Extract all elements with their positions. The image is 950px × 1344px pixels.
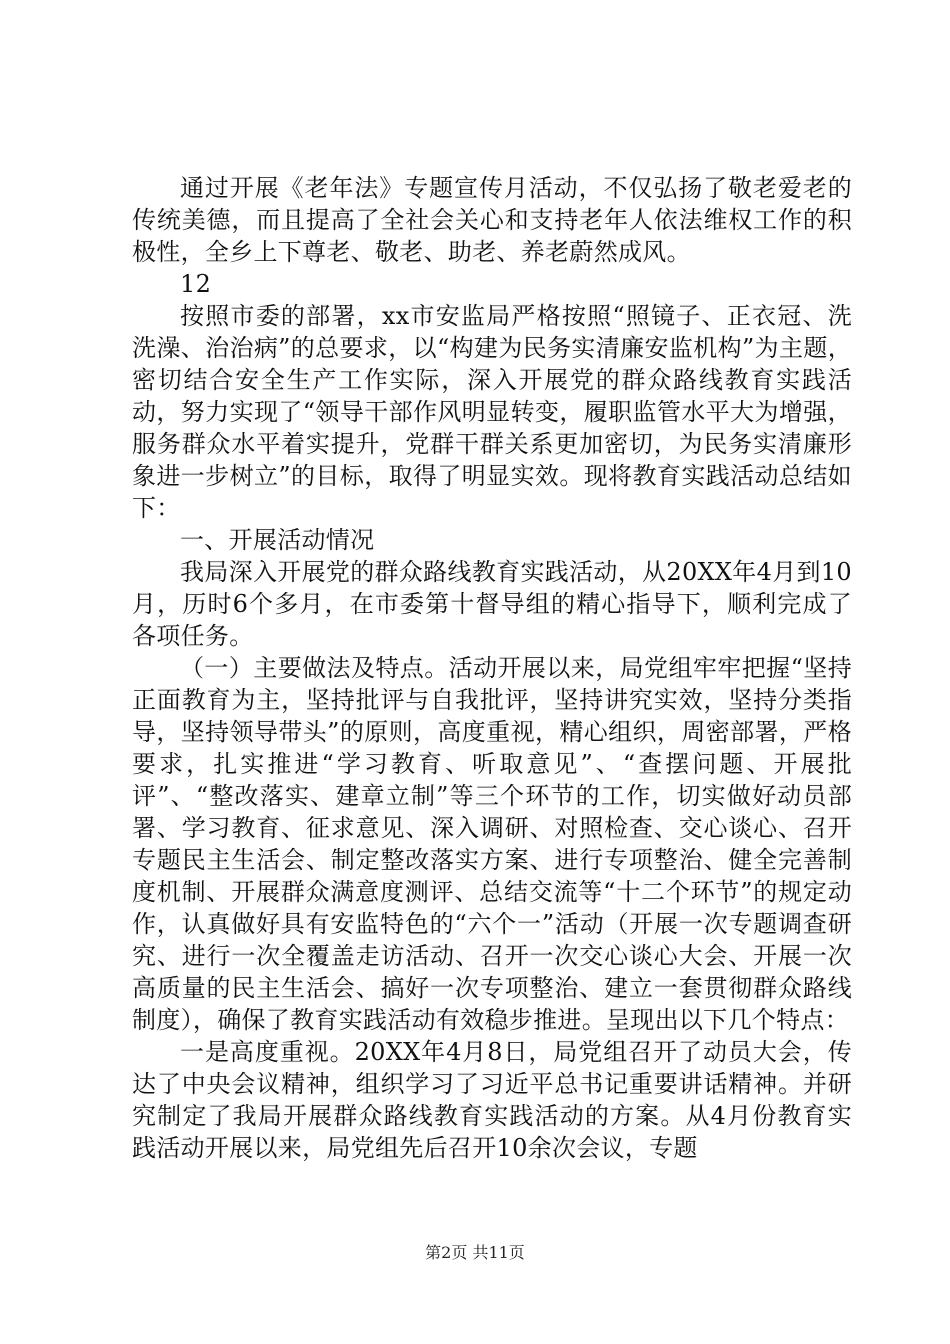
paragraph-methods: （一）主要做法及特点。活动开展以来，局党组牢牢把握“坚持正面教育为主，坚持批评与自我批评，坚持讲究实效，坚持分类指导，坚持领导带头”的原则，高度重视，精心组织，周密部署，严格要求，扎实推进“学习教育、听取意见”、“查摆问题、开展批评”、“整改落实、建章立制”等三个环节的工作，切实做好动员部署、学习教育、征求意见、深入调研、对照检查、交心谈心、召开专题民主生活会、制定整改落实方案、进行专项整治、健全完善制度机制、开展群众满意度测评、总结交流等“十二个环节”的规定动作，认真做好具有安监特色的“六个一”活动（开展一次专题调查研究、进行一次全覆盖走访活动、召开一次交心谈心大会、开展一次高质量的民主生活会、搞好一次专项整治、建立一套贯彻群众路线制度），确保了教育实践活动有效稳步推进。呈现出以下几个特点： xyxy=(132,654,852,1034)
paragraph-feature-one: 一是高度重视。20XX年4月8日，局党组召开了动员大会，传达了中央会议精神，组织学习了习近平总书记重要讲话精神。并研究制定了我局开展群众路线教育实践活动的方案。从4月份教育实践活动开展以来，局党组先后召开10余次会议，专题 xyxy=(132,1038,852,1162)
paragraph-intro: 按照市委的部署，xx市安监局严格按照“照镜子、正衣冠、洗洗澡、治治病”的总要求，以“构建为民务实清廉安监机构”为主题，密切结合安全生产工作实际，深入开展党的群众路线教育实践活动，努力实现了“领导干部作风明显转变，履职监管水平大为增强，服务群众水平着实提升，党群干群关系更加密切，为民务实清廉形象进一步树立”的目标，取得了明显实效。现将教育实践活动总结如下： xyxy=(132,302,852,522)
paragraph-number: 12 xyxy=(180,270,212,298)
page-footer: 第2页 共11页 xyxy=(425,1243,525,1262)
document-body xyxy=(132,172,852,1164)
paragraph-elderly-law: 通过开展《老年法》专题宣传月活动，不仅弘扬了敬老爱老的传统美德，而且提高了全社会关心和支持老年人依法维权工作的积极性，全乡上下尊老、敬老、助老、养老蔚然成风。 xyxy=(132,174,852,266)
section-heading: 一、开展活动情况 xyxy=(180,526,375,554)
paragraph-overview: 我局深入开展党的群众路线教育实践活动，从20XX年4月到10月，历时6个多月，在市委第十督导组的精心指导下，顺利完成了各项任务。 xyxy=(132,558,852,650)
